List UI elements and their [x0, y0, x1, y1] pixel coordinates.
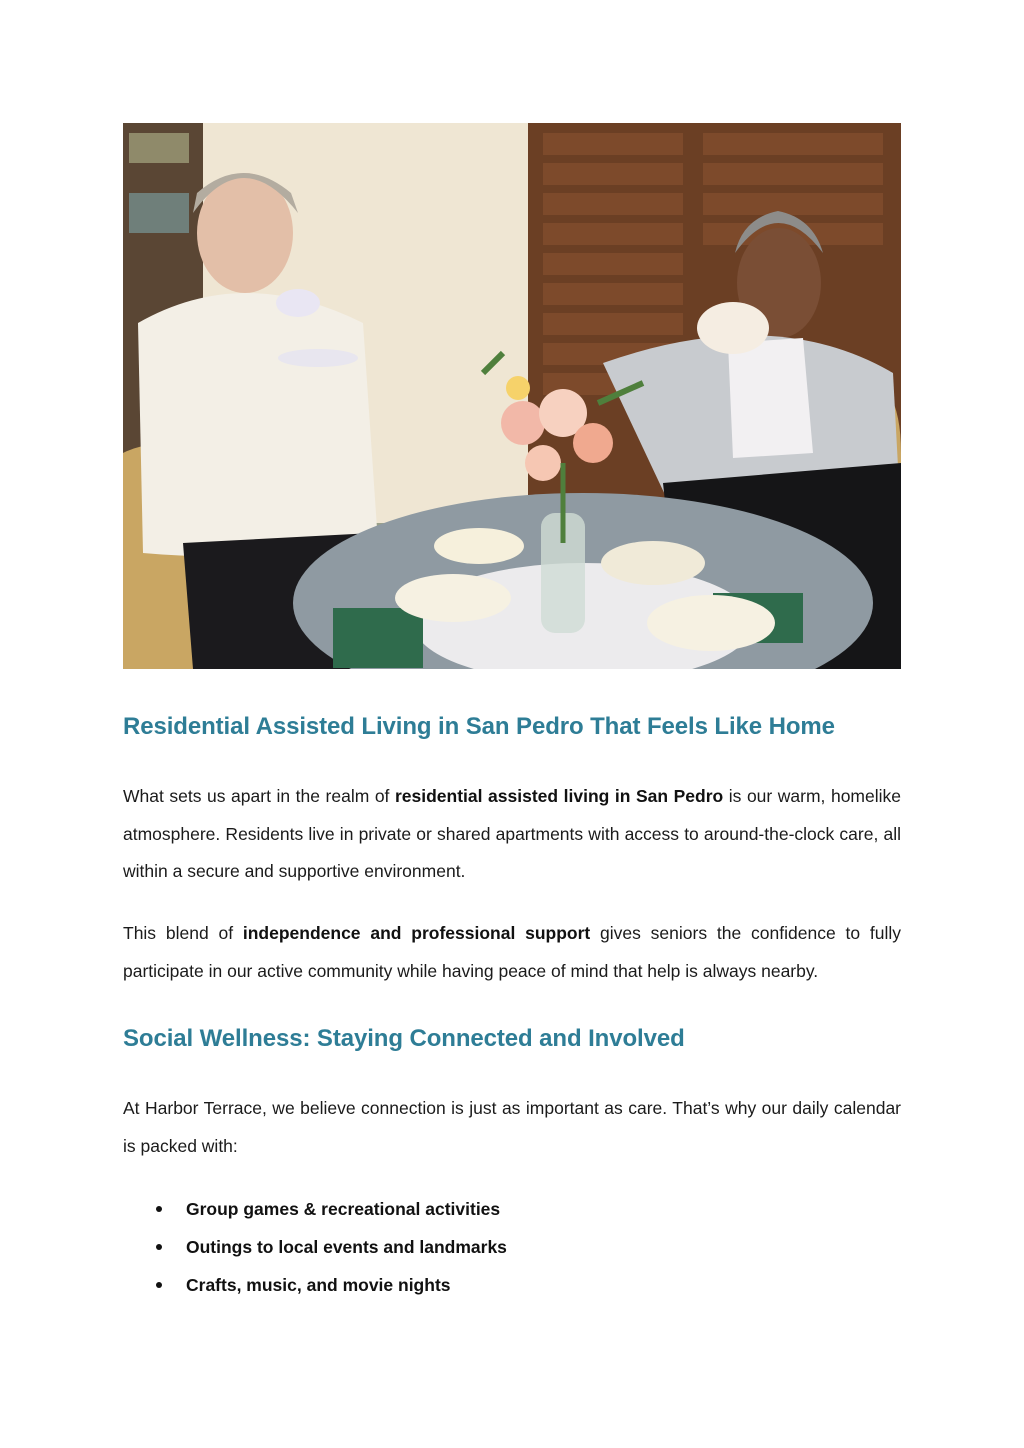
paragraph-text: What sets us apart in the realm of: [123, 786, 395, 806]
list-item: [123, 1190, 901, 1228]
bullet-icon: [156, 1206, 162, 1212]
section-heading-social-wellness: Social Wellness: Staying Connected and Involved: [123, 1025, 685, 1052]
list-item: [123, 1266, 901, 1304]
list-item-label: Outings to local events and landmarks: [186, 1237, 507, 1257]
paragraph-text: is our warm, homelike atmosphere. Residents live in private or shared apartments with access to around-the-clock care, all within a secure and supportive environment.: [123, 786, 901, 882]
bold-phrase: residential assisted living in San Pedro: [394, 786, 724, 806]
list-item-label: Crafts, music, and movie nights: [186, 1275, 451, 1295]
paragraph-atmosphere: [123, 778, 901, 891]
paragraph-text: This blend of: [123, 923, 243, 943]
paragraph-independence: [123, 915, 901, 990]
list-item-label: Group games & recreational activities: [186, 1199, 501, 1219]
paragraph-connection: At Harbor Terrace, we believe connection is just as important as care. That’s why our daily calendar is packed with:: [123, 1098, 901, 1156]
activities-list: [123, 1190, 901, 1304]
bold-phrase: independence and professional support: [242, 923, 591, 943]
photo-illustration: [123, 123, 901, 669]
list-item: [123, 1228, 901, 1266]
bullet-icon: [156, 1244, 162, 1250]
residents-tea-photo: [123, 123, 901, 669]
bullet-icon: [156, 1282, 162, 1288]
paragraph-text: gives seniors the confidence to fully participate in our active community while having peace of mind that help is always nearby.: [123, 923, 901, 981]
section-heading-residential: Residential Assisted Living in San Pedro That Feels Like Home: [123, 713, 835, 740]
